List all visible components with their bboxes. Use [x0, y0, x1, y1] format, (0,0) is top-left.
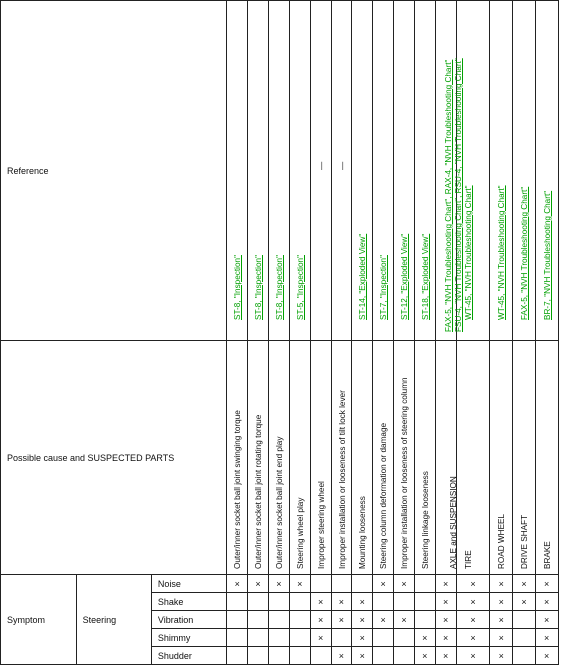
reference-cell [373, 1, 394, 341]
cause-mark: × [373, 611, 394, 629]
reference-cell [248, 1, 269, 341]
steering-group-label: Steering [76, 575, 151, 665]
empty-cell [373, 593, 394, 611]
reference-link[interactable]: BR-7, "NVH Troubleshooting Chart" [542, 190, 552, 320]
cause-mark: × [513, 593, 536, 611]
reference-cell [435, 1, 463, 341]
cause-mark: × [435, 647, 456, 665]
reference-link[interactable]: ST-8, "Inspection" [233, 255, 243, 320]
empty-cell [227, 629, 248, 647]
suspected-part-label: Mounting looseness [358, 496, 368, 569]
empty-cell [331, 629, 352, 647]
reference-link[interactable]: ST-8, "Inspection" [254, 255, 264, 320]
suspected-part-cell [394, 341, 415, 575]
cause-mark: × [490, 593, 513, 611]
reference-link[interactable]: FSU-4, "NVH Troubleshooting Chart", RSU-4, "NVH Troubleshooting Chart" [453, 58, 463, 332]
reference-cell [268, 1, 289, 341]
cause-mark: × [352, 593, 373, 611]
empty-cell [268, 629, 289, 647]
suspected-part-label: Outer/inner socket ball joint end play [274, 436, 284, 569]
cause-mark: × [435, 611, 456, 629]
cause-mark: × [310, 593, 331, 611]
empty-cell [414, 593, 435, 611]
cause-mark: × [535, 575, 558, 593]
suspected-part-cell [352, 341, 373, 575]
empty-cell [394, 629, 415, 647]
cause-mark: × [352, 647, 373, 665]
suspected-part-label: Steering wheel play [295, 497, 305, 569]
suspected-part-label: BRAKE [542, 541, 552, 569]
symptom-name: Vibration [151, 611, 226, 629]
empty-cell [248, 593, 269, 611]
symptom-name: Noise [151, 575, 226, 593]
empty-cell [394, 647, 415, 665]
empty-cell [310, 647, 331, 665]
empty-cell [289, 629, 310, 647]
cause-mark: × [352, 611, 373, 629]
empty-cell [373, 629, 394, 647]
suspected-part-label: Steering column deformation or damage [379, 422, 389, 569]
cause-mark: × [490, 647, 513, 665]
cause-mark: × [373, 575, 394, 593]
reference-cell [331, 1, 352, 341]
reference-cell [490, 1, 513, 341]
cause-mark: × [456, 629, 490, 647]
suspected-part-label: TIRE [463, 550, 473, 569]
suspected-part-cell [513, 341, 536, 575]
cause-mark: × [331, 593, 352, 611]
empty-cell [414, 575, 435, 593]
cause-mark: × [456, 575, 490, 593]
suspected-part-cell [268, 341, 289, 575]
reference-link[interactable]: ST-14, "Exploded View" [358, 233, 368, 320]
symptom-label: Symptom [1, 575, 77, 665]
empty-cell [289, 593, 310, 611]
symptom-name: Shake [151, 593, 226, 611]
suspected-part-label: Improper installation or looseness of tilt lock lever [337, 390, 347, 569]
suspected-part-cell [490, 341, 513, 575]
cause-mark: × [513, 575, 536, 593]
reference-cell [535, 1, 558, 341]
cause-mark: × [352, 629, 373, 647]
cause-mark: × [414, 629, 435, 647]
suspected-parts-header: Possible cause and SUSPECTED PARTS [1, 341, 227, 575]
symptom-row [1, 575, 581, 593]
suspected-part-label: DRIVE SHAFT [520, 514, 530, 569]
cause-mark: × [456, 647, 490, 665]
reference-cell [394, 1, 415, 341]
empty-cell [268, 593, 289, 611]
reference-header: Reference [1, 1, 227, 341]
cause-mark: × [535, 647, 558, 665]
suspected-part-cell [248, 341, 269, 575]
cause-mark: × [535, 629, 558, 647]
cause-mark: × [490, 611, 513, 629]
cause-mark: × [227, 575, 248, 593]
suspected-part-label: AXLE and SUSPENSION [448, 476, 458, 569]
reference-link[interactable]: FAX-5, "NVH Troubleshooting Chart", RAX-4, "NVH Troubleshooting Chart" [443, 59, 453, 332]
reference-cell [414, 1, 435, 341]
suspected-part-label: Steering linkage looseness [420, 471, 430, 569]
reference-link[interactable]: WT-45, "NVH Troubleshooting Chart" [497, 185, 507, 320]
reference-dash: — [337, 161, 347, 170]
cause-mark: × [535, 611, 558, 629]
cause-mark: × [456, 593, 490, 611]
reference-link[interactable]: WT-45, "NVH Troubleshooting Chart" [463, 185, 473, 320]
suspected-part-label: Outer/inner socket ball joint swinging torque [233, 410, 243, 569]
suspected-part-cell [414, 341, 435, 575]
reference-link[interactable]: ST-7, "Inspection" [379, 255, 389, 320]
empty-cell [331, 575, 352, 593]
cause-mark: × [490, 629, 513, 647]
symptom-name: Shudder [151, 647, 226, 665]
suspected-part-cell [289, 341, 310, 575]
empty-cell [248, 611, 269, 629]
cause-mark: × [331, 647, 352, 665]
reference-link[interactable]: ST-8, "Inspection" [274, 255, 284, 320]
suspected-part-cell [331, 341, 352, 575]
suspected-part-label: ROAD WHEEL [497, 513, 507, 569]
empty-cell [227, 593, 248, 611]
empty-cell [268, 647, 289, 665]
empty-cell [310, 575, 331, 593]
cause-mark: × [535, 593, 558, 611]
empty-cell [513, 629, 536, 647]
reference-link[interactable]: ST-12, "Exploded View" [400, 233, 410, 320]
suspected-part-cell [310, 341, 331, 575]
suspected-part-label: Outer/inner socket ball joint rotating torque [254, 414, 264, 569]
empty-cell [248, 629, 269, 647]
empty-cell [248, 647, 269, 665]
suspected-part-label: Improper steering wheel [316, 481, 326, 569]
cause-mark: × [490, 575, 513, 593]
reference-link[interactable]: ST-5, "Inspection" [295, 255, 305, 320]
empty-cell [227, 611, 248, 629]
suspected-part-cell [456, 341, 490, 575]
suspected-part-cell [227, 341, 248, 575]
empty-cell [394, 593, 415, 611]
cause-mark: × [394, 611, 415, 629]
reference-link[interactable]: ST-18, "Exploded View" [420, 233, 430, 320]
empty-cell [513, 647, 536, 665]
empty-cell [289, 611, 310, 629]
cause-mark: × [268, 575, 289, 593]
suspected-part-cell [373, 341, 394, 575]
suspected-part-cell [535, 341, 558, 575]
empty-cell [227, 647, 248, 665]
reference-cell [513, 1, 536, 341]
reference-cell [310, 1, 331, 341]
empty-cell [373, 647, 394, 665]
cause-mark: × [310, 629, 331, 647]
empty-cell [414, 611, 435, 629]
reference-cell [453, 1, 490, 341]
reference-link[interactable]: FAX-5, "NVH Troubleshooting Chart" [520, 186, 530, 320]
cause-mark: × [435, 575, 456, 593]
empty-cell [289, 647, 310, 665]
reference-cell [352, 1, 373, 341]
cause-mark: × [310, 611, 331, 629]
suspected-part-label: Improper installation or looseness of steering column [400, 377, 410, 569]
empty-cell [352, 575, 373, 593]
symptom-name: Shimmy [151, 629, 226, 647]
cause-mark: × [456, 611, 490, 629]
empty-cell [268, 611, 289, 629]
cause-mark: × [435, 593, 456, 611]
cause-mark: × [394, 575, 415, 593]
reference-cell [227, 1, 248, 341]
suspected-part-cell [435, 341, 456, 575]
cause-mark: × [248, 575, 269, 593]
reference-dash: — [316, 161, 326, 170]
reference-cell [289, 1, 310, 341]
cause-mark: × [435, 629, 456, 647]
cause-mark: × [331, 611, 352, 629]
cause-mark: × [289, 575, 310, 593]
empty-cell [513, 611, 536, 629]
cause-mark: × [414, 647, 435, 665]
